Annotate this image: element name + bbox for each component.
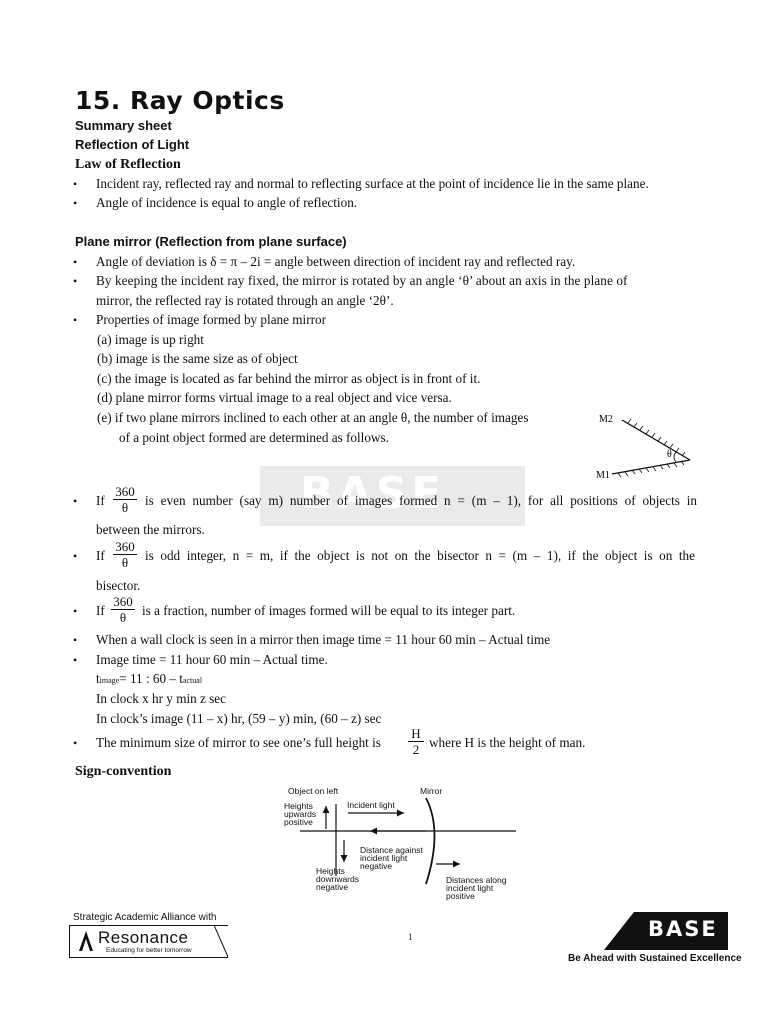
base-logo-text: BASE [648, 917, 718, 941]
bullet-icon: • [73, 549, 78, 563]
m1-label: M1 [596, 470, 610, 481]
sign-convention-diagram [278, 784, 528, 904]
mirror-m1-hatch [618, 461, 684, 477]
mirror-m2-hatch [628, 419, 685, 456]
fraction-360-theta: $\frac{360}{\theta}$ [113, 539, 137, 570]
heights-down-label: Heights [316, 866, 345, 876]
text-line: between the mirrors. [96, 522, 205, 537]
inclined-mirrors-diagram [594, 408, 704, 482]
bullet-icon: • [73, 196, 78, 210]
bullet-icon: • [73, 494, 78, 508]
property-b: (b) image is the same size as of object [97, 351, 298, 366]
mirror-m1-line [612, 460, 690, 474]
resonance-mark-icon [78, 930, 94, 952]
fraction-h-2: $\frac{H}{2}$ [408, 726, 424, 757]
bullet-icon: • [73, 274, 78, 288]
bullet-icon: • [73, 177, 78, 191]
alliance-text: Strategic Academic Alliance with [73, 912, 217, 923]
bullet-icon: • [73, 604, 78, 618]
resonance-logo-slant [214, 925, 230, 958]
text-line: bisector. [96, 578, 141, 593]
tagline: Be Ahead with Sustained Excellence [568, 953, 742, 964]
mirror-m2-line [622, 420, 690, 460]
watermark-text: BASE [300, 468, 446, 519]
property-d: (d) plane mirror forms virtual image to a real object and vice versa. [97, 390, 452, 405]
sign-convention-heading: Sign-convention [75, 764, 172, 779]
bullet-icon: • [73, 633, 78, 647]
bullet-icon: • [73, 653, 78, 667]
mirror-curve [426, 798, 435, 884]
bullet-icon: • [73, 736, 78, 750]
page-number: 1 [408, 932, 413, 942]
svg-text:incident light: incident light [360, 853, 408, 863]
incident-light-label: Incident light [347, 800, 395, 810]
summary-sheet-heading: Summary sheet [75, 118, 172, 133]
mirror-label: Mirror [420, 786, 443, 796]
property-c: (c) the image is located as far behind the mirror as object is in front of it. [97, 371, 481, 386]
bullet-icon: • [73, 255, 78, 269]
clock-formula: timage= 11 : 60 – tactual [96, 671, 203, 686]
svg-text:downwards: downwards [316, 874, 359, 884]
property-a: (a) image is up right [97, 332, 204, 347]
object-left-label: Object on left [288, 786, 339, 796]
svg-text:negative: negative [360, 861, 393, 871]
page-title: 15. Ray Optics [75, 86, 285, 115]
heights-up-label: Heights [284, 801, 313, 811]
plane-mirror-heading: Plane mirror (Reflection from plane surface) [75, 234, 347, 249]
svg-text:positive: positive [446, 891, 475, 901]
law-heading: Law of Reflection [75, 157, 181, 172]
text-line: mirror, the reflected ray is rotated through an angle ‘2θ’. [96, 293, 394, 308]
distance-along-label: Distances along [446, 875, 507, 885]
angle-arc [674, 452, 676, 462]
svg-text:positive: positive [284, 817, 313, 827]
property-e-cont: of a point object formed are determined as follows. [119, 430, 389, 445]
clock-image-line: In clock’s image (11 – x) hr, (59 – y) min, (60 – z) sec [96, 711, 382, 726]
distance-against-label: Distance against [360, 845, 423, 855]
clock-line: In clock x hr y min z sec [96, 691, 227, 706]
bullet-icon: • [73, 313, 78, 327]
resonance-logo: Resonance Educating for better tomorrow [69, 925, 228, 958]
fraction-360-theta: $\frac{360}{\theta}$ [113, 484, 137, 515]
svg-text:incident light: incident light [446, 883, 494, 893]
svg-text:negative: negative [316, 882, 349, 892]
fraction-360-theta: $\frac{360}{\theta}$ [111, 594, 135, 625]
reflection-heading: Reflection of Light [75, 137, 190, 152]
svg-text:upwards: upwards [284, 809, 317, 819]
property-e: (e) if two plane mirrors inclined to each other at an angle θ, the number of images [97, 410, 529, 425]
theta-label: θ [667, 449, 672, 460]
m2-label: M2 [599, 414, 613, 425]
